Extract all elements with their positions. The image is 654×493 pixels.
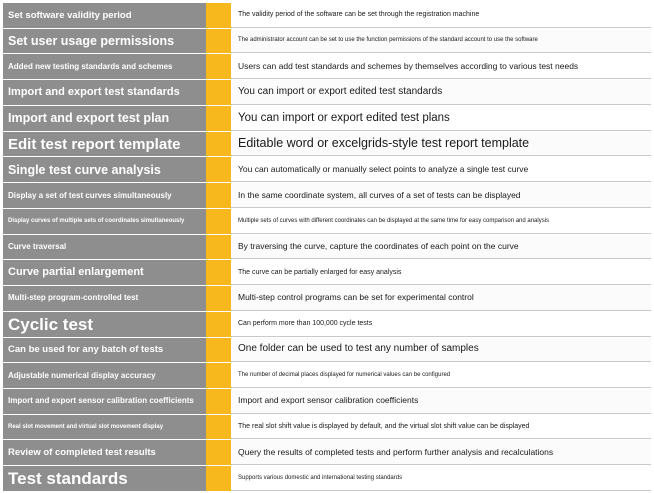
description-cell: Multi-step control programs can be set for experimental control xyxy=(231,286,651,311)
table-row xyxy=(3,157,651,183)
feature-cell: Cyclic test xyxy=(3,312,206,337)
table-row xyxy=(3,209,651,235)
table-row xyxy=(3,3,651,29)
description-cell: Supports various domestic and international testing standards xyxy=(231,466,651,491)
accent-bar xyxy=(206,466,231,491)
description-cell: You can import or export edited test plans xyxy=(231,106,651,131)
feature-cell: Review of completed test results xyxy=(3,440,206,465)
feature-cell: Added new testing standards and schemes xyxy=(3,54,206,79)
description-cell: Can perform more than 100,000 cycle tests xyxy=(231,312,651,337)
accent-bar xyxy=(206,157,231,182)
table-row xyxy=(3,415,651,441)
table-row xyxy=(3,235,651,261)
feature-cell: Adjustable numerical display accuracy xyxy=(3,363,206,388)
description-cell: The validity period of the software can be set through the registration machine xyxy=(231,3,651,28)
feature-cell: Single test curve analysis xyxy=(3,157,206,182)
feature-cell: Import and export sensor calibration coefficients xyxy=(3,389,206,414)
table-row xyxy=(3,29,651,55)
table-row xyxy=(3,286,651,312)
description-cell: The real slot shift value is displayed by default, and the virtual slot shift value can be displayed xyxy=(231,415,651,440)
feature-table xyxy=(3,3,651,491)
feature-cell: Can be used for any batch of tests xyxy=(3,338,206,363)
accent-bar xyxy=(206,363,231,388)
accent-bar xyxy=(206,312,231,337)
table-row xyxy=(3,106,651,132)
feature-cell: Display a set of test curves simultaneously xyxy=(3,183,206,208)
feature-cell: Set software validity period xyxy=(3,3,206,28)
accent-bar xyxy=(206,440,231,465)
description-cell: The number of decimal places displayed for numerical values can be configured xyxy=(231,363,651,388)
table-row xyxy=(3,363,651,389)
description-cell: You can automatically or manually select points to analyze a single test curve xyxy=(231,157,651,182)
feature-cell: Edit test report template xyxy=(3,132,206,157)
accent-bar xyxy=(206,80,231,105)
description-cell: One folder can be used to test any number of samples xyxy=(231,338,651,363)
accent-bar xyxy=(206,209,231,234)
feature-cell: Import and export test plan xyxy=(3,106,206,131)
accent-bar xyxy=(206,235,231,260)
feature-cell: Real slot movement and virtual slot movement display xyxy=(3,415,206,440)
description-cell: Users can add test standards and schemes by themselves according to various test needs xyxy=(231,54,651,79)
feature-cell: Display curves of multiple sets of coordinates simultaneously xyxy=(3,209,206,234)
accent-bar xyxy=(206,183,231,208)
table-row xyxy=(3,183,651,209)
accent-bar xyxy=(206,286,231,311)
table-row xyxy=(3,389,651,415)
accent-bar xyxy=(206,260,231,285)
description-cell: By traversing the curve, capture the coordinates of each point on the curve xyxy=(231,235,651,260)
table-row xyxy=(3,338,651,364)
accent-bar xyxy=(206,54,231,79)
feature-cell: Test standards xyxy=(3,466,206,491)
description-cell: You can import or export edited test standards xyxy=(231,80,651,105)
accent-bar xyxy=(206,389,231,414)
description-cell: Editable word or excelgrids-style test report template xyxy=(231,132,651,157)
description-cell: Query the results of completed tests and perform further analysis and recalculations xyxy=(231,440,651,465)
feature-cell: Import and export test standards xyxy=(3,80,206,105)
feature-cell: Set user usage permissions xyxy=(3,29,206,54)
table-row xyxy=(3,54,651,80)
accent-bar xyxy=(206,132,231,157)
accent-bar xyxy=(206,29,231,54)
table-row xyxy=(3,440,651,466)
description-cell: Import and export sensor calibration coefficients xyxy=(231,389,651,414)
feature-cell: Multi-step program-controlled test xyxy=(3,286,206,311)
description-cell: Multiple sets of curves with different coordinates can be displayed at the same time for easy comparison and analysis xyxy=(231,209,651,234)
feature-cell: Curve traversal xyxy=(3,235,206,260)
table-row xyxy=(3,466,651,491)
accent-bar xyxy=(206,106,231,131)
table-row xyxy=(3,132,651,158)
table-row xyxy=(3,312,651,338)
table-row xyxy=(3,80,651,106)
accent-bar xyxy=(206,338,231,363)
description-cell: The curve can be partially enlarged for easy analysis xyxy=(231,260,651,285)
accent-bar xyxy=(206,3,231,28)
accent-bar xyxy=(206,415,231,440)
description-cell: The administrator account can be set to use the function permissions of the standard account to use the software xyxy=(231,29,651,54)
table-row xyxy=(3,260,651,286)
description-cell: In the same coordinate system, all curves of a set of tests can be displayed xyxy=(231,183,651,208)
feature-cell: Curve partial enlargement xyxy=(3,260,206,285)
